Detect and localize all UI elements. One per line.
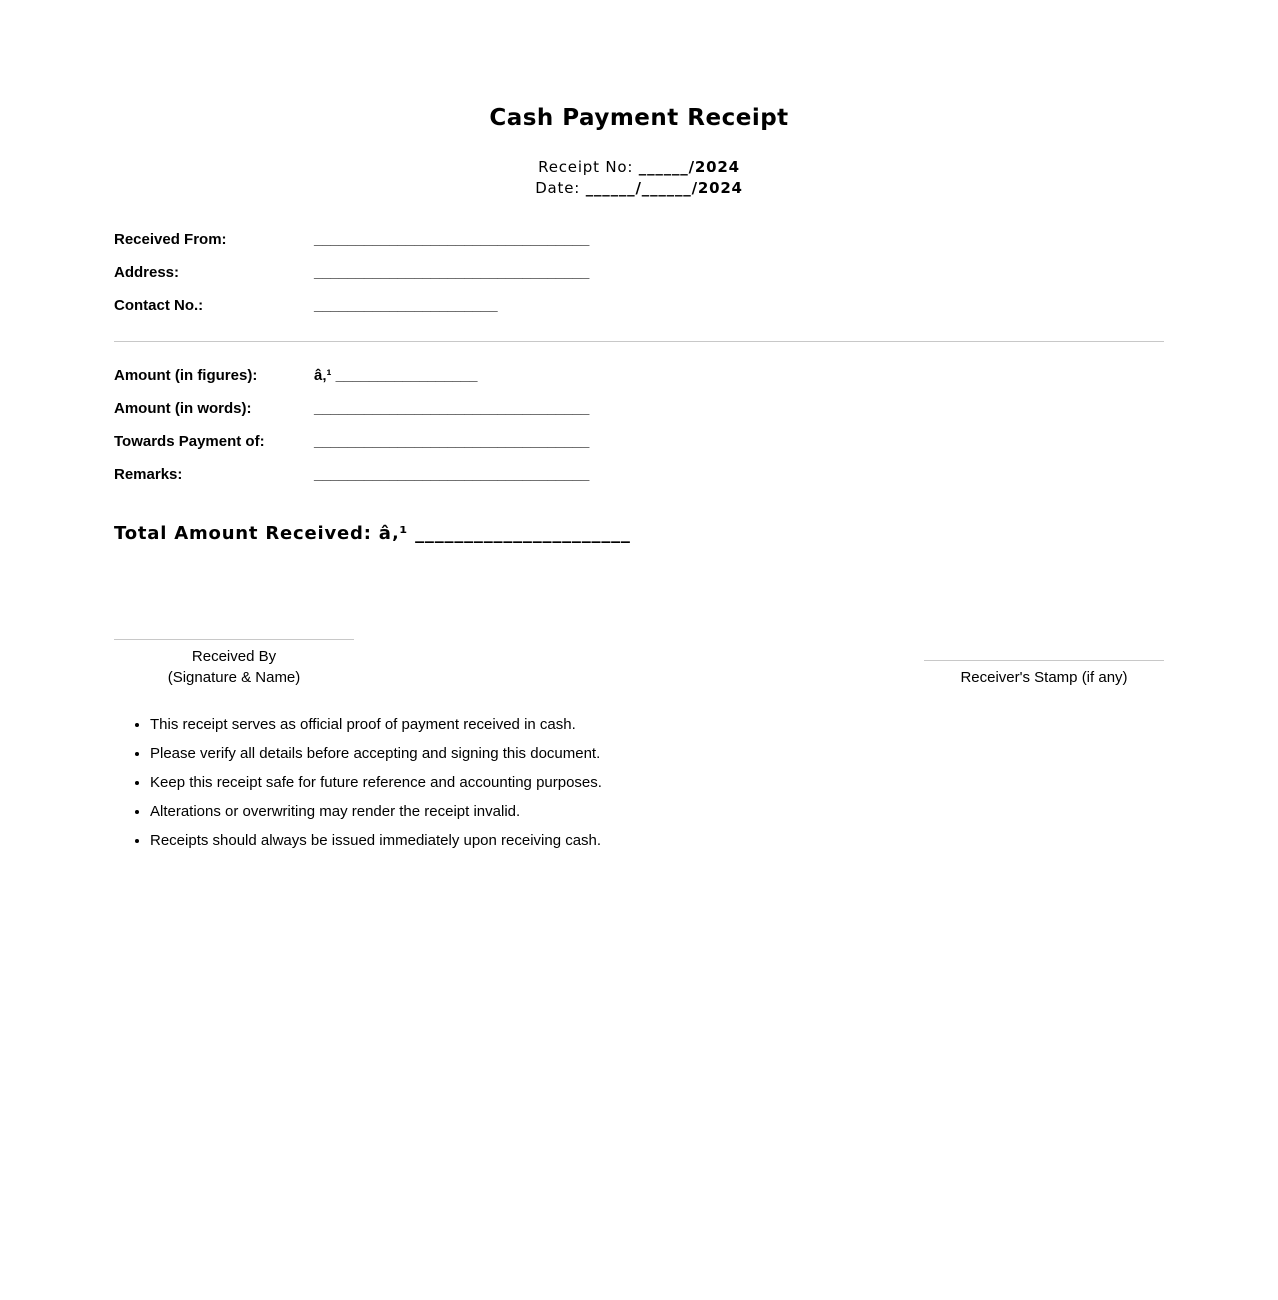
amount-words-label: Amount (in words): [114,400,252,417]
amount-words-row [114,400,589,422]
amount-figures-label: Amount (in figures): [114,367,258,384]
amount-figures-row [114,367,478,389]
payment-towards-field: _________________________________ [314,433,590,450]
remarks-field: _________________________________ [314,466,590,483]
amount-words-field: _________________________________ [314,400,590,417]
signature-title: Received By [191,648,277,665]
received-from-field: _________________________________ [314,231,590,248]
amount-figures-field: â‚¹ _________________ [314,367,478,384]
remarks-row [114,466,589,488]
contact-row [114,297,498,319]
list-item: • Keep this receipt safe for future reference and accounting purposes. [150,768,602,797]
receipt-number-value: ______/2024 [638,158,740,176]
date-line [114,178,1164,199]
list-item: • Please verify all details before accepting and signing this document. [150,739,602,768]
stamp-block [924,660,1164,688]
contact-field: ______________________ [314,297,498,314]
date-value: ______/______/2024 [585,179,743,197]
signature-subtitle: (Signature & Name) [167,669,301,686]
total-amount: Total Amount Received: â‚¹ ______________________ [114,523,631,544]
receipt-number-line [114,157,1164,178]
received-from-row [114,231,589,253]
received-from-label: Received From: [114,231,227,248]
payment-towards-row [114,433,589,455]
section-divider [114,341,1164,342]
receipt-number-label: Receipt No: [538,158,639,176]
contact-label: Contact No.: [114,297,204,314]
payment-towards-label: Towards Payment of: [114,433,265,450]
list-item: • Receipts should always be issued immediately upon receiving cash. [150,826,602,855]
address-field: _________________________________ [314,264,590,281]
list-item: • This receipt serves as official proof of payment received in cash. [150,710,602,739]
stamp-label: Receiver's Stamp (if any) [960,669,1128,686]
date-label: Date: [535,179,586,197]
list-item: • Alterations or overwriting may render the receipt invalid. [150,797,602,826]
notes-list [114,710,602,855]
remarks-label: Remarks: [114,466,183,483]
receipt-meta [114,157,1164,199]
page-title: Cash Payment Receipt [489,105,789,131]
address-label: Address: [114,264,180,281]
address-row [114,264,589,286]
signature-block [114,639,354,688]
